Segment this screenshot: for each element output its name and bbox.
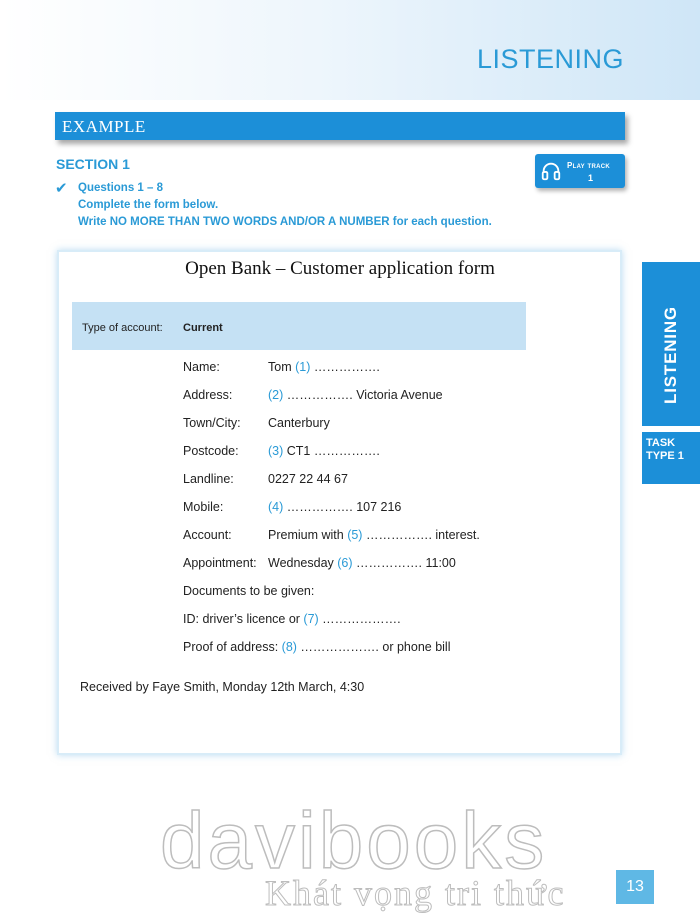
question-number: (7)	[303, 612, 319, 626]
question-number: (6)	[337, 556, 353, 570]
form-row-postcode	[183, 444, 380, 458]
form-row-documents	[183, 584, 314, 598]
play-track-label: Play track	[567, 161, 611, 170]
account-type-label: Type of account:	[82, 322, 163, 334]
task-line-1: TASK	[646, 437, 676, 449]
field-label: Postcode:	[183, 444, 239, 458]
field-value: 0227 22 44 67	[268, 472, 348, 486]
field-value	[268, 528, 480, 542]
checkmark-icon: ✔	[55, 180, 68, 197]
field-text: Premium with	[268, 528, 348, 542]
field-label: Account:	[183, 528, 232, 542]
answer-blank: ……………. 11:00	[352, 556, 456, 570]
received-by-note: Received by Faye Smith, Monday 12th March, 4:30	[80, 680, 365, 694]
form-row-address	[183, 388, 443, 402]
answer-blank: ……………….	[318, 612, 401, 626]
form-row-proof	[183, 640, 450, 654]
form-row-landline	[183, 472, 348, 486]
task-type-box	[642, 432, 700, 484]
side-tab-label: LISTENING	[661, 306, 680, 404]
answer-blank: ………………. or phone bill	[296, 640, 451, 654]
watermark-logo: davibooks	[160, 796, 548, 885]
section-label: SECTION 1	[56, 156, 130, 172]
field-text: Wednesday	[268, 556, 338, 570]
answer-blank: CT1 …………….	[283, 444, 380, 458]
form-row-name	[183, 360, 380, 374]
field-text: ID: driver’s licence or	[183, 612, 304, 626]
page-number: 13	[616, 870, 654, 904]
question-number: (1)	[295, 360, 311, 374]
field-label: Mobile:	[183, 500, 224, 514]
field-value	[268, 556, 456, 570]
answer-blank: ……………. interest.	[362, 528, 480, 542]
headphones-icon	[540, 160, 562, 182]
field-value	[268, 388, 443, 402]
question-number: (3)	[268, 444, 284, 458]
form-title: Open Bank – Customer application form	[185, 258, 495, 279]
field-label: Appointment:	[183, 556, 257, 570]
field-value	[268, 444, 380, 458]
example-bar: EXAMPLE	[55, 112, 625, 140]
field-label: Address:	[183, 388, 233, 402]
page-header-title: LISTENING	[476, 44, 624, 74]
field-label: Town/City:	[183, 416, 241, 430]
field-value: Canterbury	[268, 416, 330, 430]
account-type-value: Current	[183, 322, 223, 334]
answer-blank: ……………. 107 216	[283, 500, 402, 514]
questions-range: Questions 1 – 8	[78, 182, 164, 194]
answer-blank: ……………. Victoria Avenue	[283, 388, 443, 402]
field-value	[268, 500, 401, 514]
form-row-town	[183, 416, 330, 430]
field-label: Name:	[183, 360, 220, 374]
question-number: (4)	[268, 500, 284, 514]
question-number: (2)	[268, 388, 284, 402]
field-value	[268, 360, 380, 374]
form-row-account	[183, 528, 480, 542]
field-text: Tom	[268, 360, 296, 374]
watermark-slogan: Khát vọng tri thức	[265, 873, 566, 913]
answer-blank: …………….	[310, 360, 380, 374]
form-row-mobile	[183, 500, 402, 514]
question-number: (8)	[281, 640, 297, 654]
task-line-2: TYPE 1	[646, 450, 684, 462]
question-number: (5)	[347, 528, 363, 542]
form-row-appointment	[183, 556, 456, 570]
field-label: Landline:	[183, 472, 234, 486]
instruction-word-limit: Write NO MORE THAN TWO WORDS AND/OR A NUMBER for each question.	[78, 216, 492, 228]
play-track-button[interactable]	[535, 154, 625, 188]
form-row-id	[183, 612, 401, 626]
instruction-complete: Complete the form below.	[78, 199, 219, 211]
play-track-number: 1	[588, 173, 594, 183]
field-text: Proof of address:	[183, 640, 282, 654]
field-label: Documents to be given:	[183, 584, 315, 598]
